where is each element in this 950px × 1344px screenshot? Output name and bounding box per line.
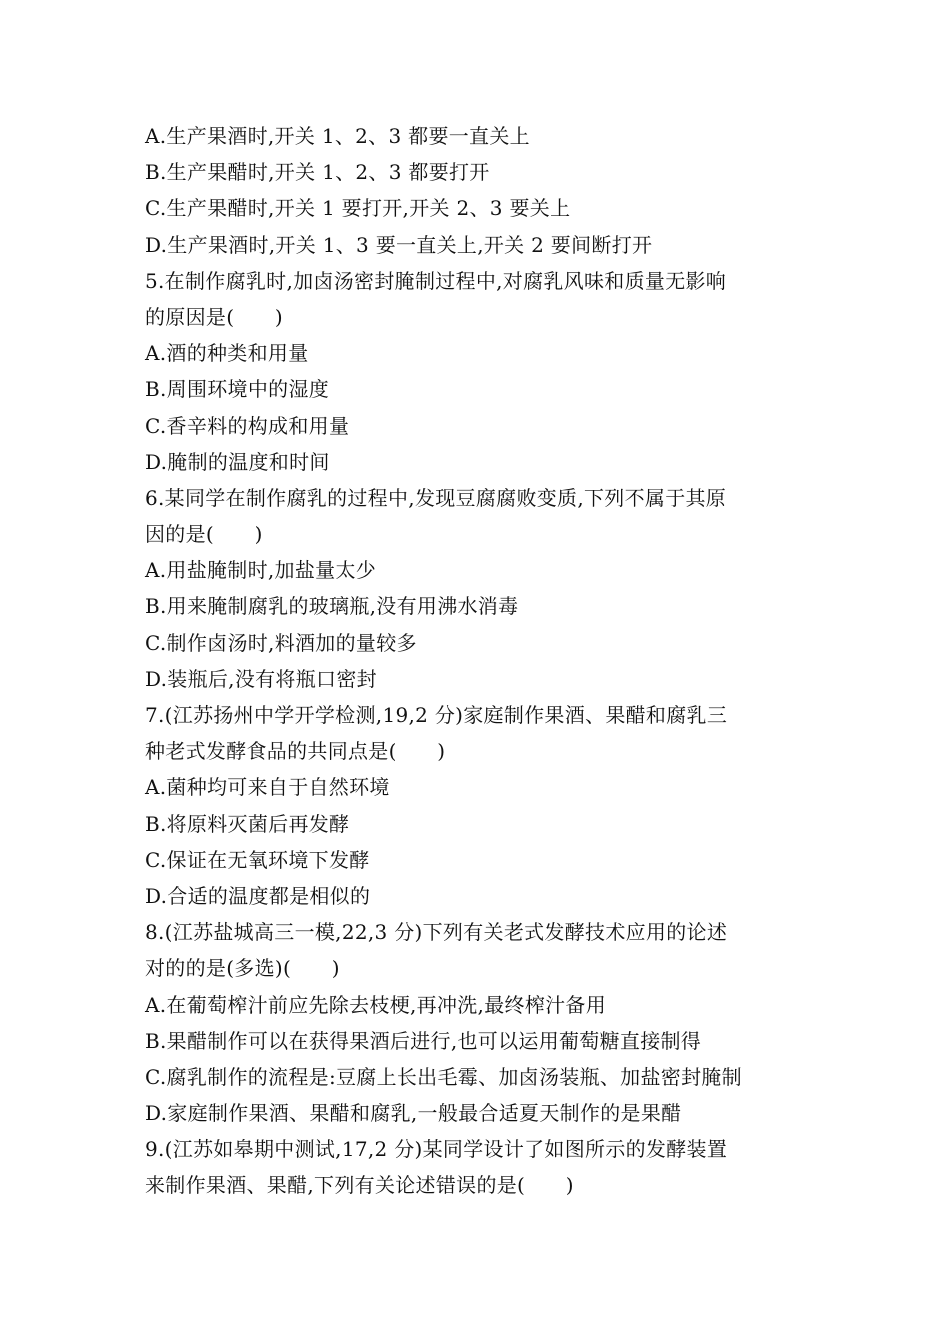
option-5a: A.酒的种类和用量 — [145, 341, 309, 366]
option-7d: D.合适的温度都是相似的 — [145, 883, 371, 908]
option-5c: C.香辛料的构成和用量 — [145, 413, 350, 438]
option-7c: C.保证在无氧环境下发酵 — [145, 847, 370, 872]
option-5d: D.腌制的温度和时间 — [145, 449, 330, 474]
option-6c: C.制作卤汤时,料酒加的量较多 — [145, 630, 417, 655]
option-6d: D.装瓶后,没有将瓶口密封 — [145, 666, 377, 691]
question-8-line-1: 8.(江苏盐城高三一模,22,3 分)下列有关老式发酵技术应用的论述 — [145, 920, 728, 945]
question-9-line-2: 来制作果酒、果醋,下列有关论述错误的是( ) — [145, 1173, 574, 1198]
question-6-line-2: 因的是( ) — [145, 522, 263, 547]
question-9-line-1: 9.(江苏如皋期中测试,17,2 分)某同学设计了如图所示的发酵装置 — [145, 1137, 728, 1162]
option-8b: B.果醋制作可以在获得果酒后进行,也可以运用葡萄糖直接制得 — [145, 1028, 702, 1053]
question-7-line-2: 种老式发酵食品的共同点是( ) — [145, 739, 446, 764]
option-4d: D.生产果酒时,开关 1、3 要一直关上,开关 2 要间断打开 — [145, 232, 653, 257]
option-4c: C.生产果醋时,开关 1 要打开,开关 2、3 要关上 — [145, 196, 571, 221]
option-8d: D.家庭制作果酒、果醋和腐乳,一般最合适夏天制作的是果醋 — [145, 1101, 682, 1126]
option-4b: B.生产果醋时,开关 1、2、3 都要打开 — [145, 160, 490, 185]
option-8a: A.在葡萄榨汁前应先除去枝梗,再冲洗,最终榨汁备用 — [145, 992, 607, 1017]
option-5b: B.周围环境中的湿度 — [145, 377, 330, 402]
option-7a: A.菌种均可来自于自然环境 — [145, 775, 390, 800]
question-5-line-1: 5.在制作腐乳时,加卤汤密封腌制过程中,对腐乳风味和质量无影响 — [145, 268, 727, 293]
option-4a: A.生产果酒时,开关 1、2、3 都要一直关上 — [145, 124, 530, 148]
question-5-line-2: 的原因是( ) — [145, 304, 284, 329]
question-7-line-1: 7.(江苏扬州中学开学检测,19,2 分)家庭制作果酒、果醋和腐乳三 — [145, 703, 728, 727]
option-7b: B.将原料灭菌后再发酵 — [145, 811, 350, 836]
option-8c: C.腐乳制作的流程是:豆腐上长出毛霉、加卤汤装瓶、加盐密封腌制 — [145, 1064, 742, 1089]
option-6b: B.用来腌制腐乳的玻璃瓶,没有用沸水消毒 — [145, 594, 519, 619]
question-8-line-2: 对的的是(多选)( ) — [145, 956, 340, 981]
question-6-line-1: 6.某同学在制作腐乳的过程中,发现豆腐腐败变质,下列不属于其原 — [145, 485, 727, 510]
option-6a: A.用盐腌制时,加盐量太少 — [145, 558, 377, 583]
document-page — [145, 118, 815, 1204]
